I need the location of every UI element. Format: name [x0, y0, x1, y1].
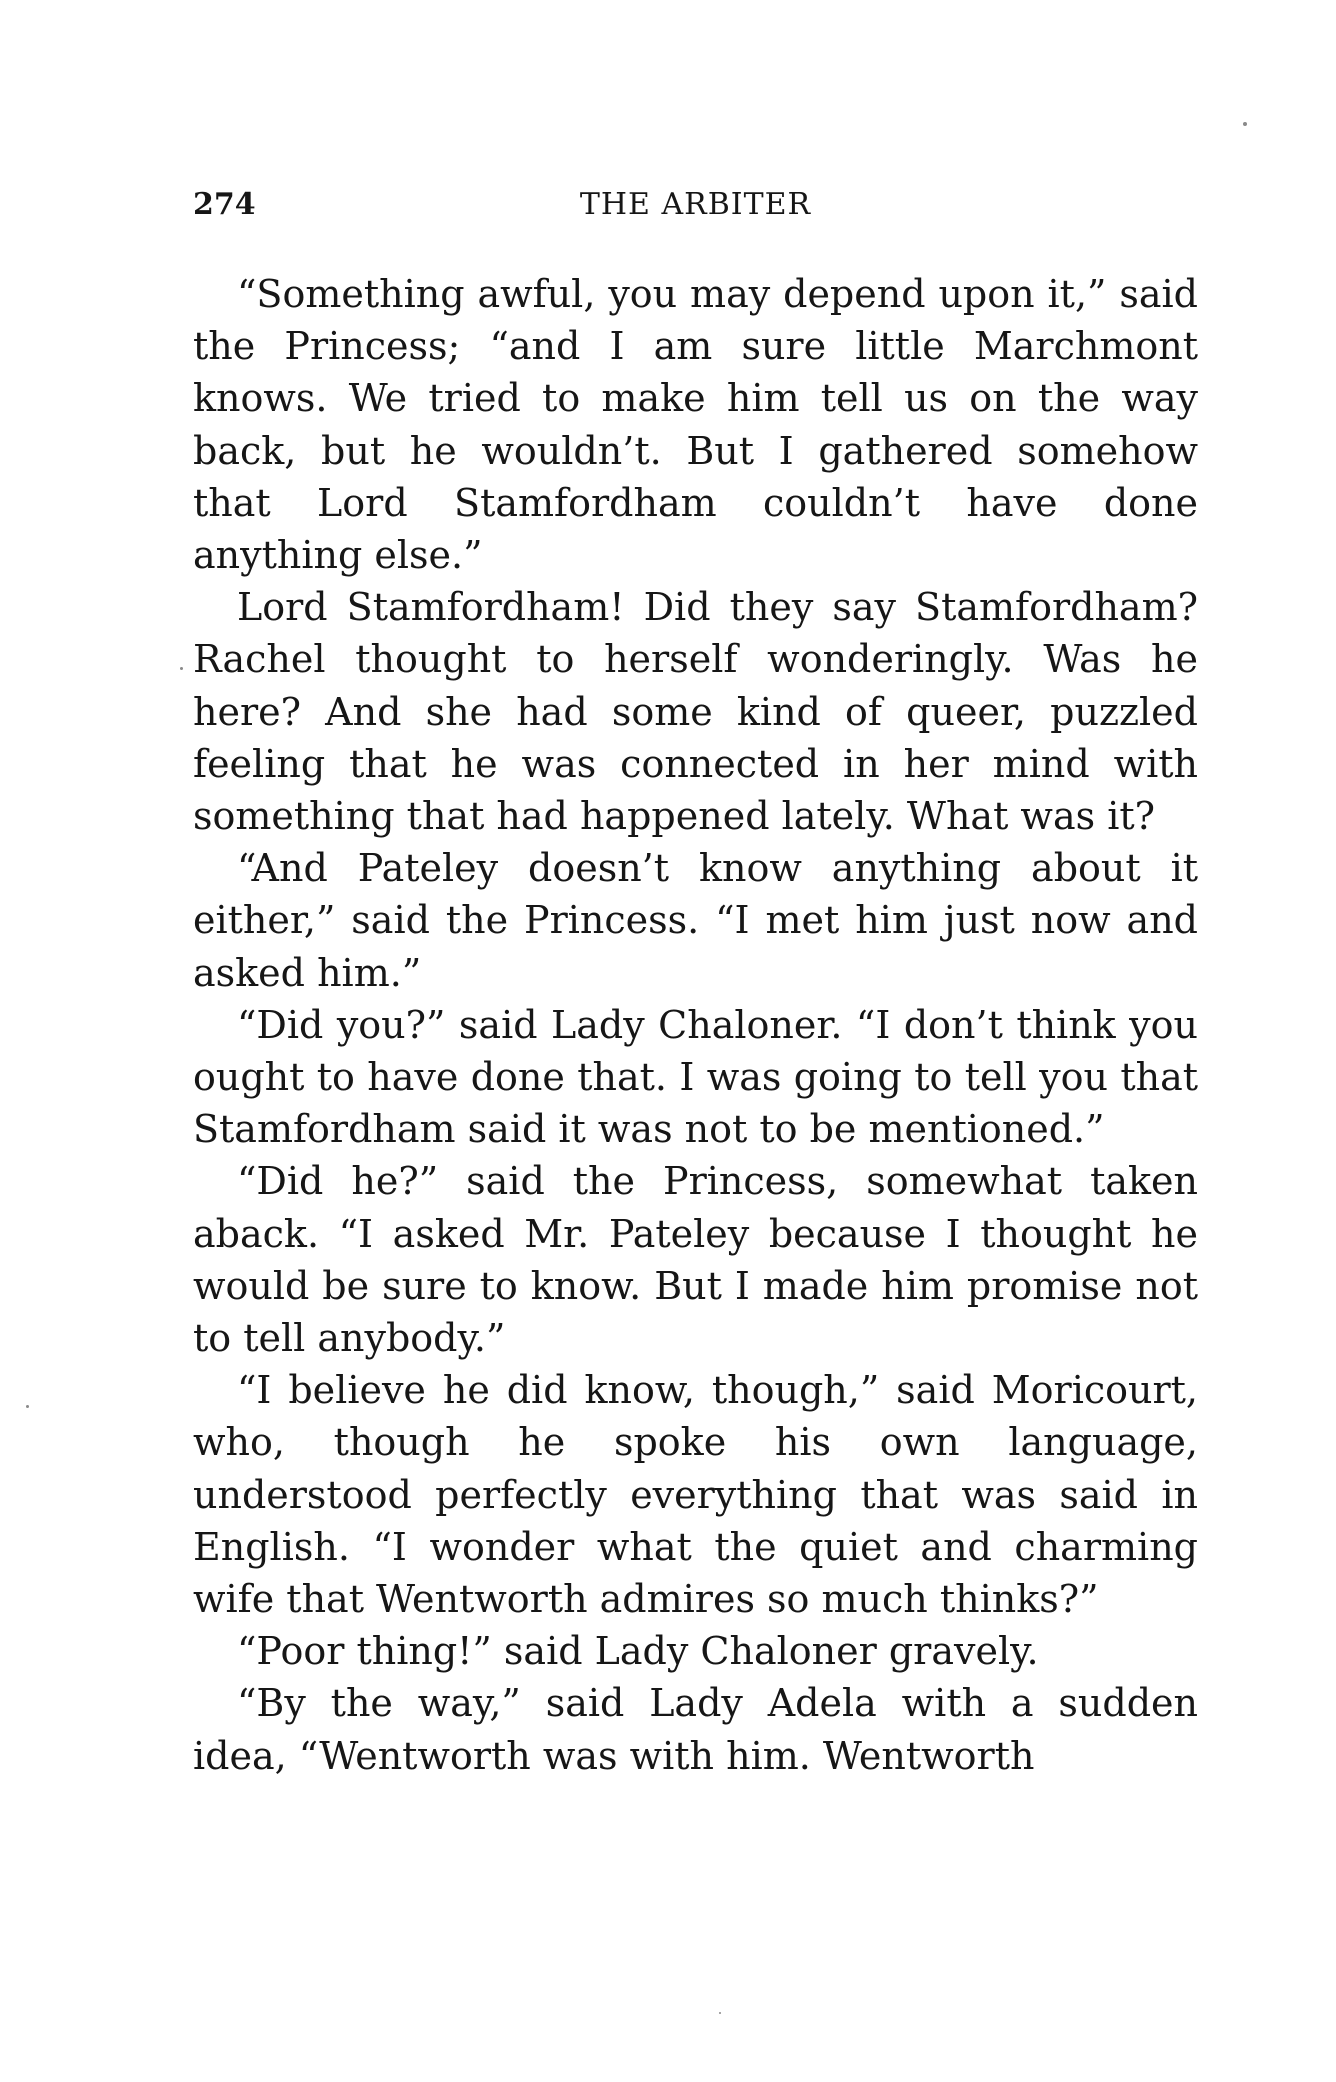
paragraph: “I believe he did know, though,” said Moricourt, who, though he spoke his own language, understood perfectly everything that was said in English. “I wonder what the quiet and charming wife that Wentworth admires so much thinks?”: [193, 1368, 1198, 1622]
body-text: [193, 268, 1198, 1782]
paragraph: Lord Stamfordham! Did they say Stamfordham? Rachel thought to herself wonderingly. Was he here? And she had some kind of queer, puzzled feeling that he was connected in her mind with something that had happened lately. What was it?: [193, 585, 1198, 839]
page-number: 274: [193, 187, 256, 222]
running-title: THE ARBITER: [579, 187, 812, 222]
paragraph: “And Pateley doesn’t know anything about it either,” said the Princess. “I met him just now and asked him.”: [193, 846, 1198, 995]
paragraph: “Did you?” said Lady Chaloner. “I don’t think you ought to have done that. I was going to tell you that Stamfordham said it was not to be mentioned.”: [193, 1002, 1198, 1152]
paper-speck: [26, 1405, 29, 1408]
paragraph: “By the way,” said Lady Adela with a sudden idea, “Wentworth was with him. Wentworth: [193, 1681, 1198, 1778]
paragraph: “Something awful, you may depend upon it,” said the Princess; “and I am sure little Marchmont knows. We tried to make him tell us on the way back, but he wouldn’t. But I gathered somehow that Lord Stamfordham couldn’t have done anything else.”: [193, 272, 1198, 578]
paper-speck: [180, 667, 183, 670]
page-header: [193, 180, 1198, 230]
paper-speck: [719, 2012, 721, 2014]
paper-speck: [1243, 122, 1247, 126]
paragraph: “Did he?” said the Princess, somewhat taken aback. “I asked Mr. Pateley because I thought he would be sure to know. But I made him promise not to tell anybody.”: [193, 1159, 1198, 1361]
paragraph: “Poor thing!” said Lady Chaloner gravely.: [237, 1629, 1039, 1674]
